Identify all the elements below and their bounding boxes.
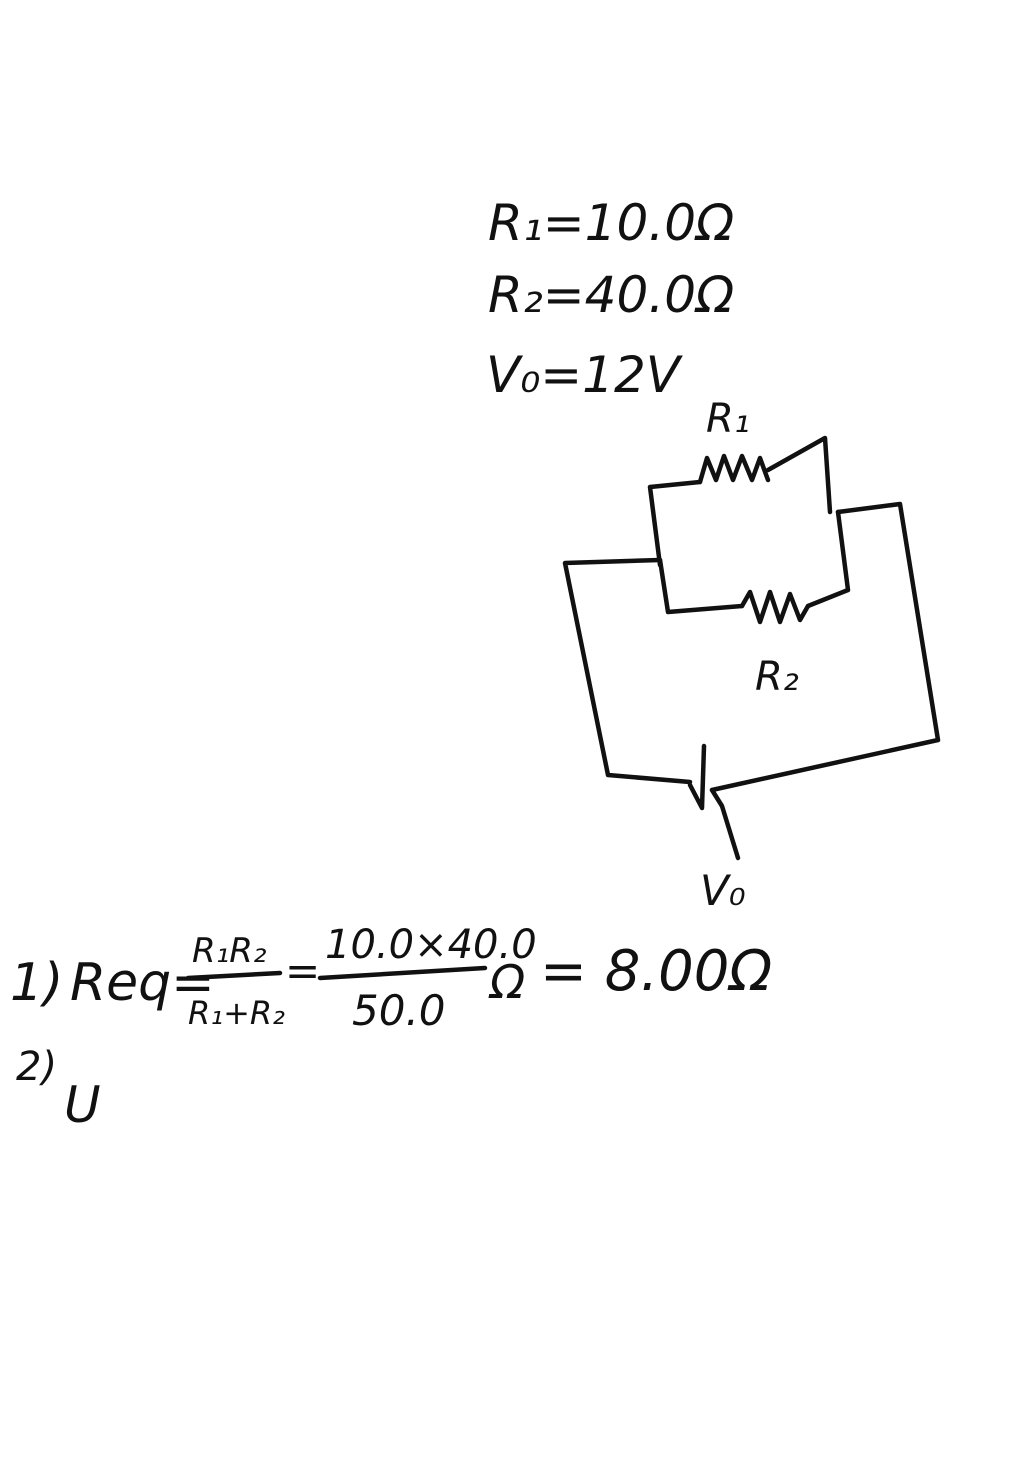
fraction2-bar <box>320 968 485 978</box>
battery-plate-long <box>690 746 704 808</box>
step2-partial-text: U <box>64 1076 101 1134</box>
step1-equation <box>10 922 772 1035</box>
step1-number: 1) <box>10 953 64 1013</box>
fraction2-denominator: 50.0 <box>352 986 446 1035</box>
r1-resistor-symbol <box>700 456 768 482</box>
outer-loop-wire-left <box>565 560 690 782</box>
circuit-diagram <box>565 396 938 915</box>
given-r1: R₁=10.0Ω <box>488 194 735 252</box>
r1-branch-wire-right <box>768 438 830 512</box>
given-values <box>486 194 734 404</box>
label-r1: R₁ <box>706 396 750 442</box>
fraction2-numerator: 10.0×40.0 <box>325 922 537 968</box>
req-label: Req= <box>70 953 215 1013</box>
battery-plate-short <box>712 790 738 858</box>
label-r2: R₂ <box>755 654 799 700</box>
step2-number: 2) <box>16 1044 58 1090</box>
equals-sign: = <box>285 946 321 995</box>
given-r2: R₂=40.0Ω <box>488 266 735 324</box>
step2-start <box>16 1044 101 1134</box>
outer-loop-wire-right <box>712 504 938 790</box>
label-v0: V₀ <box>700 866 746 915</box>
given-v0: V₀=12V <box>486 346 680 404</box>
omega-unit: Ω <box>490 955 526 1009</box>
fraction1-numerator: R₁R₂ <box>192 931 267 971</box>
fraction1-denominator: R₁+R₂ <box>188 994 285 1032</box>
r2-branch-wire-right <box>808 512 848 606</box>
r2-branch-wire <box>660 560 742 612</box>
r1-branch-wire <box>650 482 700 565</box>
r2-resistor-symbol <box>742 592 808 622</box>
result-value: = 8.00Ω <box>540 939 773 1004</box>
